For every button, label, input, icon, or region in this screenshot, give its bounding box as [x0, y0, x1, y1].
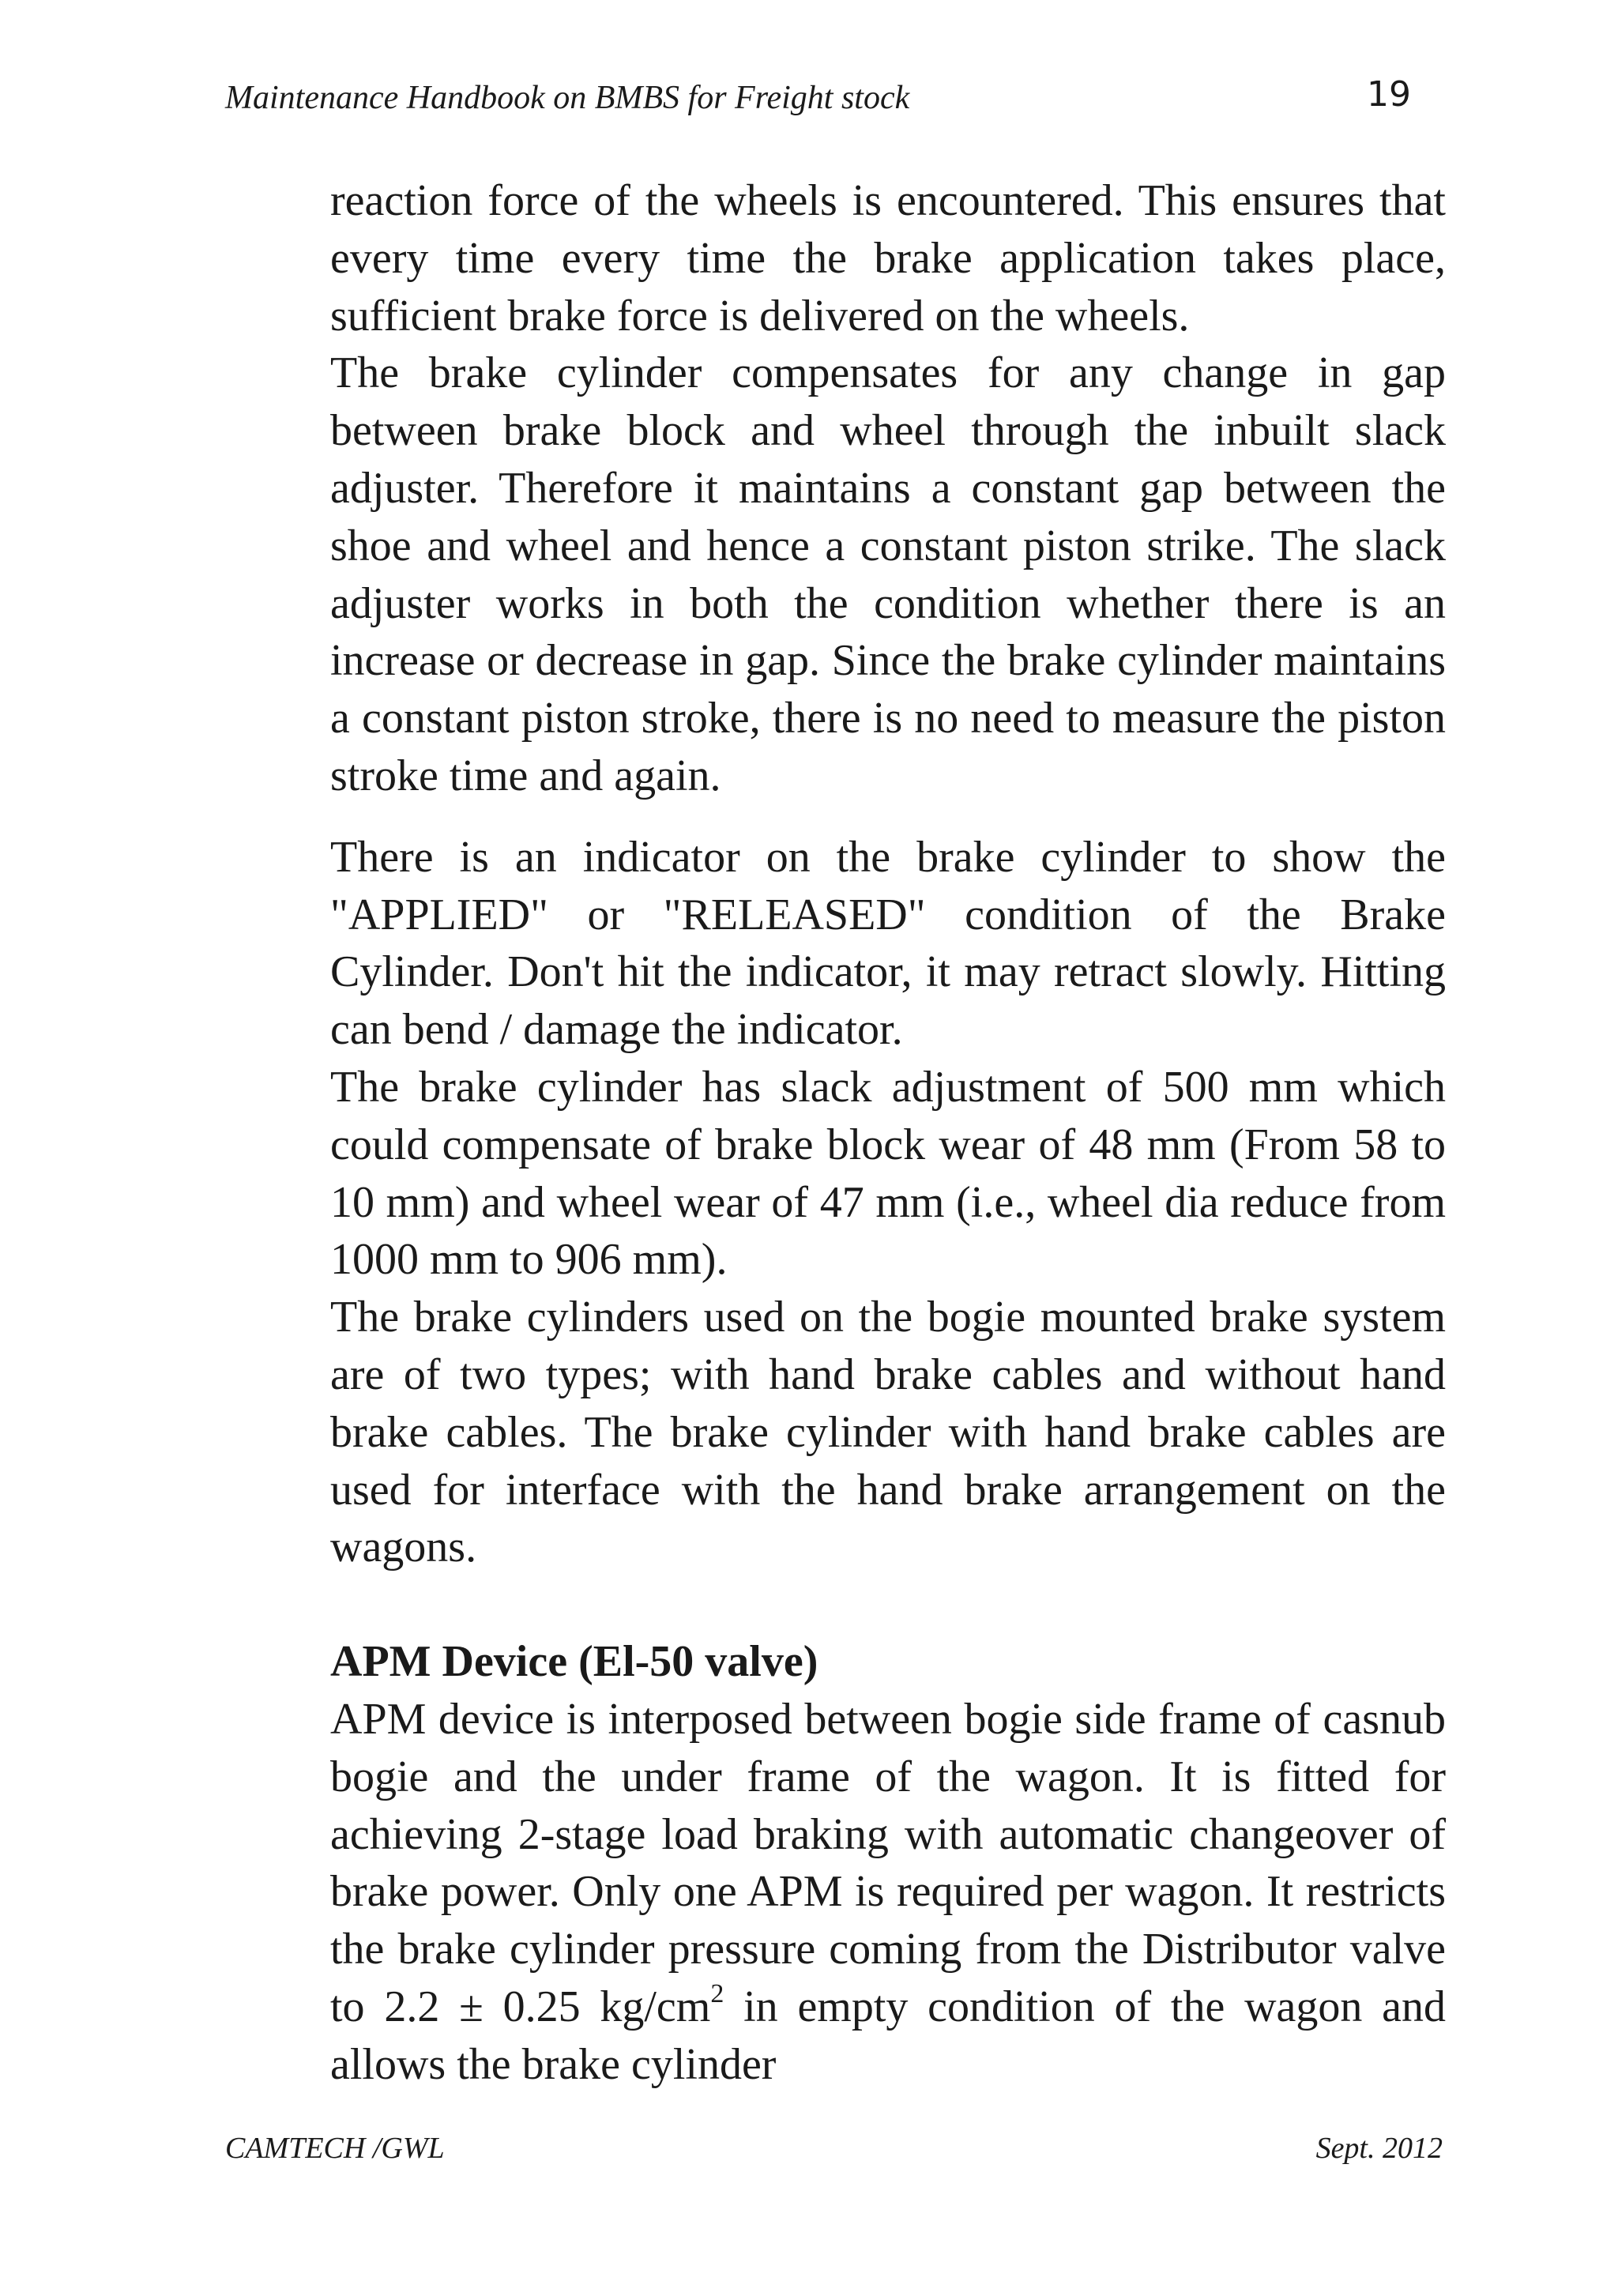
paragraph-continuation: reaction force of the wheels is encountered. This ensures that every time every time the brake application takes place, sufficient brake force is delivered on the wheels.: [330, 176, 1446, 341]
footer-right: Sept. 2012: [1315, 2132, 1443, 2165]
page-number: 19: [1367, 74, 1411, 115]
section-heading: APM Device (El-50 valve): [330, 1637, 818, 1687]
apm-text-after: in empty condition of the wagon and allows the brake cylinder: [330, 1982, 1447, 2089]
footer-left: CAMTECH /GWL: [225, 2132, 445, 2165]
paragraph-slack-adjustment: The brake cylinder has slack adjustment of 500 mm which could compensate of brake block wear of 48 mm (From 58 to 10 mm) and wheel wear of 47 mm (i.e., wheel dia reduce from 1000 mm to 906 mm).: [330, 1062, 1446, 1285]
apm-text-before: APM device is interposed between bogie side frame of casnub bogie and the under frame of the wagon. It is fitted for achieving 2-stage load braking with automatic changeover of brake power. Only one APM is required per wagon. It restricts the brake cylinder pressure coming from the Distributor valve to 2.2 ± 0.25 kg/cm: [330, 1694, 1446, 2031]
paragraph-cylinder-types: The brake cylinders used on the bogie mounted brake system are of two types; with hand brake cables and without hand brake cables. The brake cylinder with hand brake cables are used for interface with the hand brake arrangement on the wagons.: [330, 1293, 1446, 1572]
superscript-exponent: 2: [710, 1979, 724, 2009]
paragraph-indicator: There is an indicator on the brake cylinder to show the "APPLIED" or "RELEASED" condition of the Brake Cylinder. Don't hit the indicator, it may retract slowly. Hitting can bend / damage the indicator.: [330, 832, 1446, 1055]
paragraph-slack-adjuster: The brake cylinder compensates for any change in gap between brake block and wheel through the inbuilt slack adjuster. Therefore it maintains a constant gap between the shoe and wheel and hence a constant piston strike. The slack adjuster works in both the condition whether there is an increase or decrease in gap. Since the brake cylinder maintains a constant piston stroke, there is no need to measure the piston stroke time and again.: [330, 348, 1446, 800]
running-title: Maintenance Handbook on BMBS for Freight stock: [225, 80, 910, 116]
paragraph-apm-device: [330, 1691, 1446, 2094]
page-body: [330, 172, 1446, 2094]
